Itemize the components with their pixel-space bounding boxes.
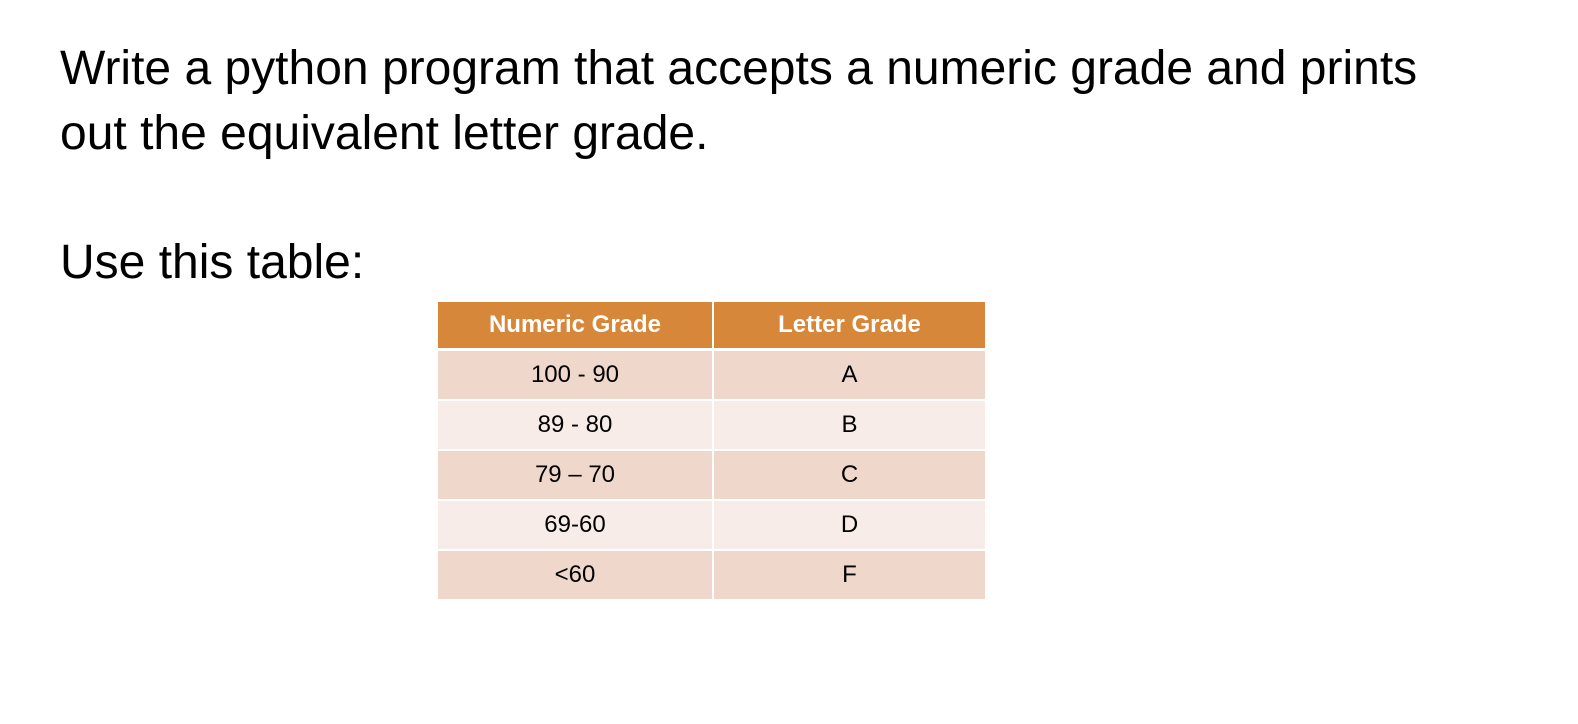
table-row: [438, 450, 985, 500]
table-header-row: [438, 302, 985, 350]
numeric-grade-cell: <60: [438, 550, 713, 599]
table-row: [438, 400, 985, 450]
prompt-line-1: Write a python program that accepts a numeric grade and prints: [60, 42, 1418, 95]
letter-grade-cell: B: [713, 400, 985, 450]
numeric-grade-cell: 79 – 70: [438, 450, 713, 500]
letter-grade-cell: F: [713, 550, 985, 599]
prompt-text: [60, 36, 1540, 166]
numeric-grade-cell: 69-60: [438, 500, 713, 550]
header-letter-grade: Letter Grade: [713, 302, 985, 350]
letter-grade-cell: D: [713, 500, 985, 550]
prompt-line-2: out the equivalent letter grade.: [60, 107, 709, 160]
grade-table: [438, 302, 985, 599]
use-table-label: Use this table:: [60, 236, 365, 289]
letter-grade-cell: C: [713, 450, 985, 500]
numeric-grade-cell: 100 - 90: [438, 350, 713, 401]
table-row: [438, 550, 985, 599]
letter-grade-cell: A: [713, 350, 985, 401]
table-row: [438, 500, 985, 550]
numeric-grade-cell: 89 - 80: [438, 400, 713, 450]
table-row: [438, 350, 985, 401]
header-numeric-grade: Numeric Grade: [438, 302, 713, 350]
